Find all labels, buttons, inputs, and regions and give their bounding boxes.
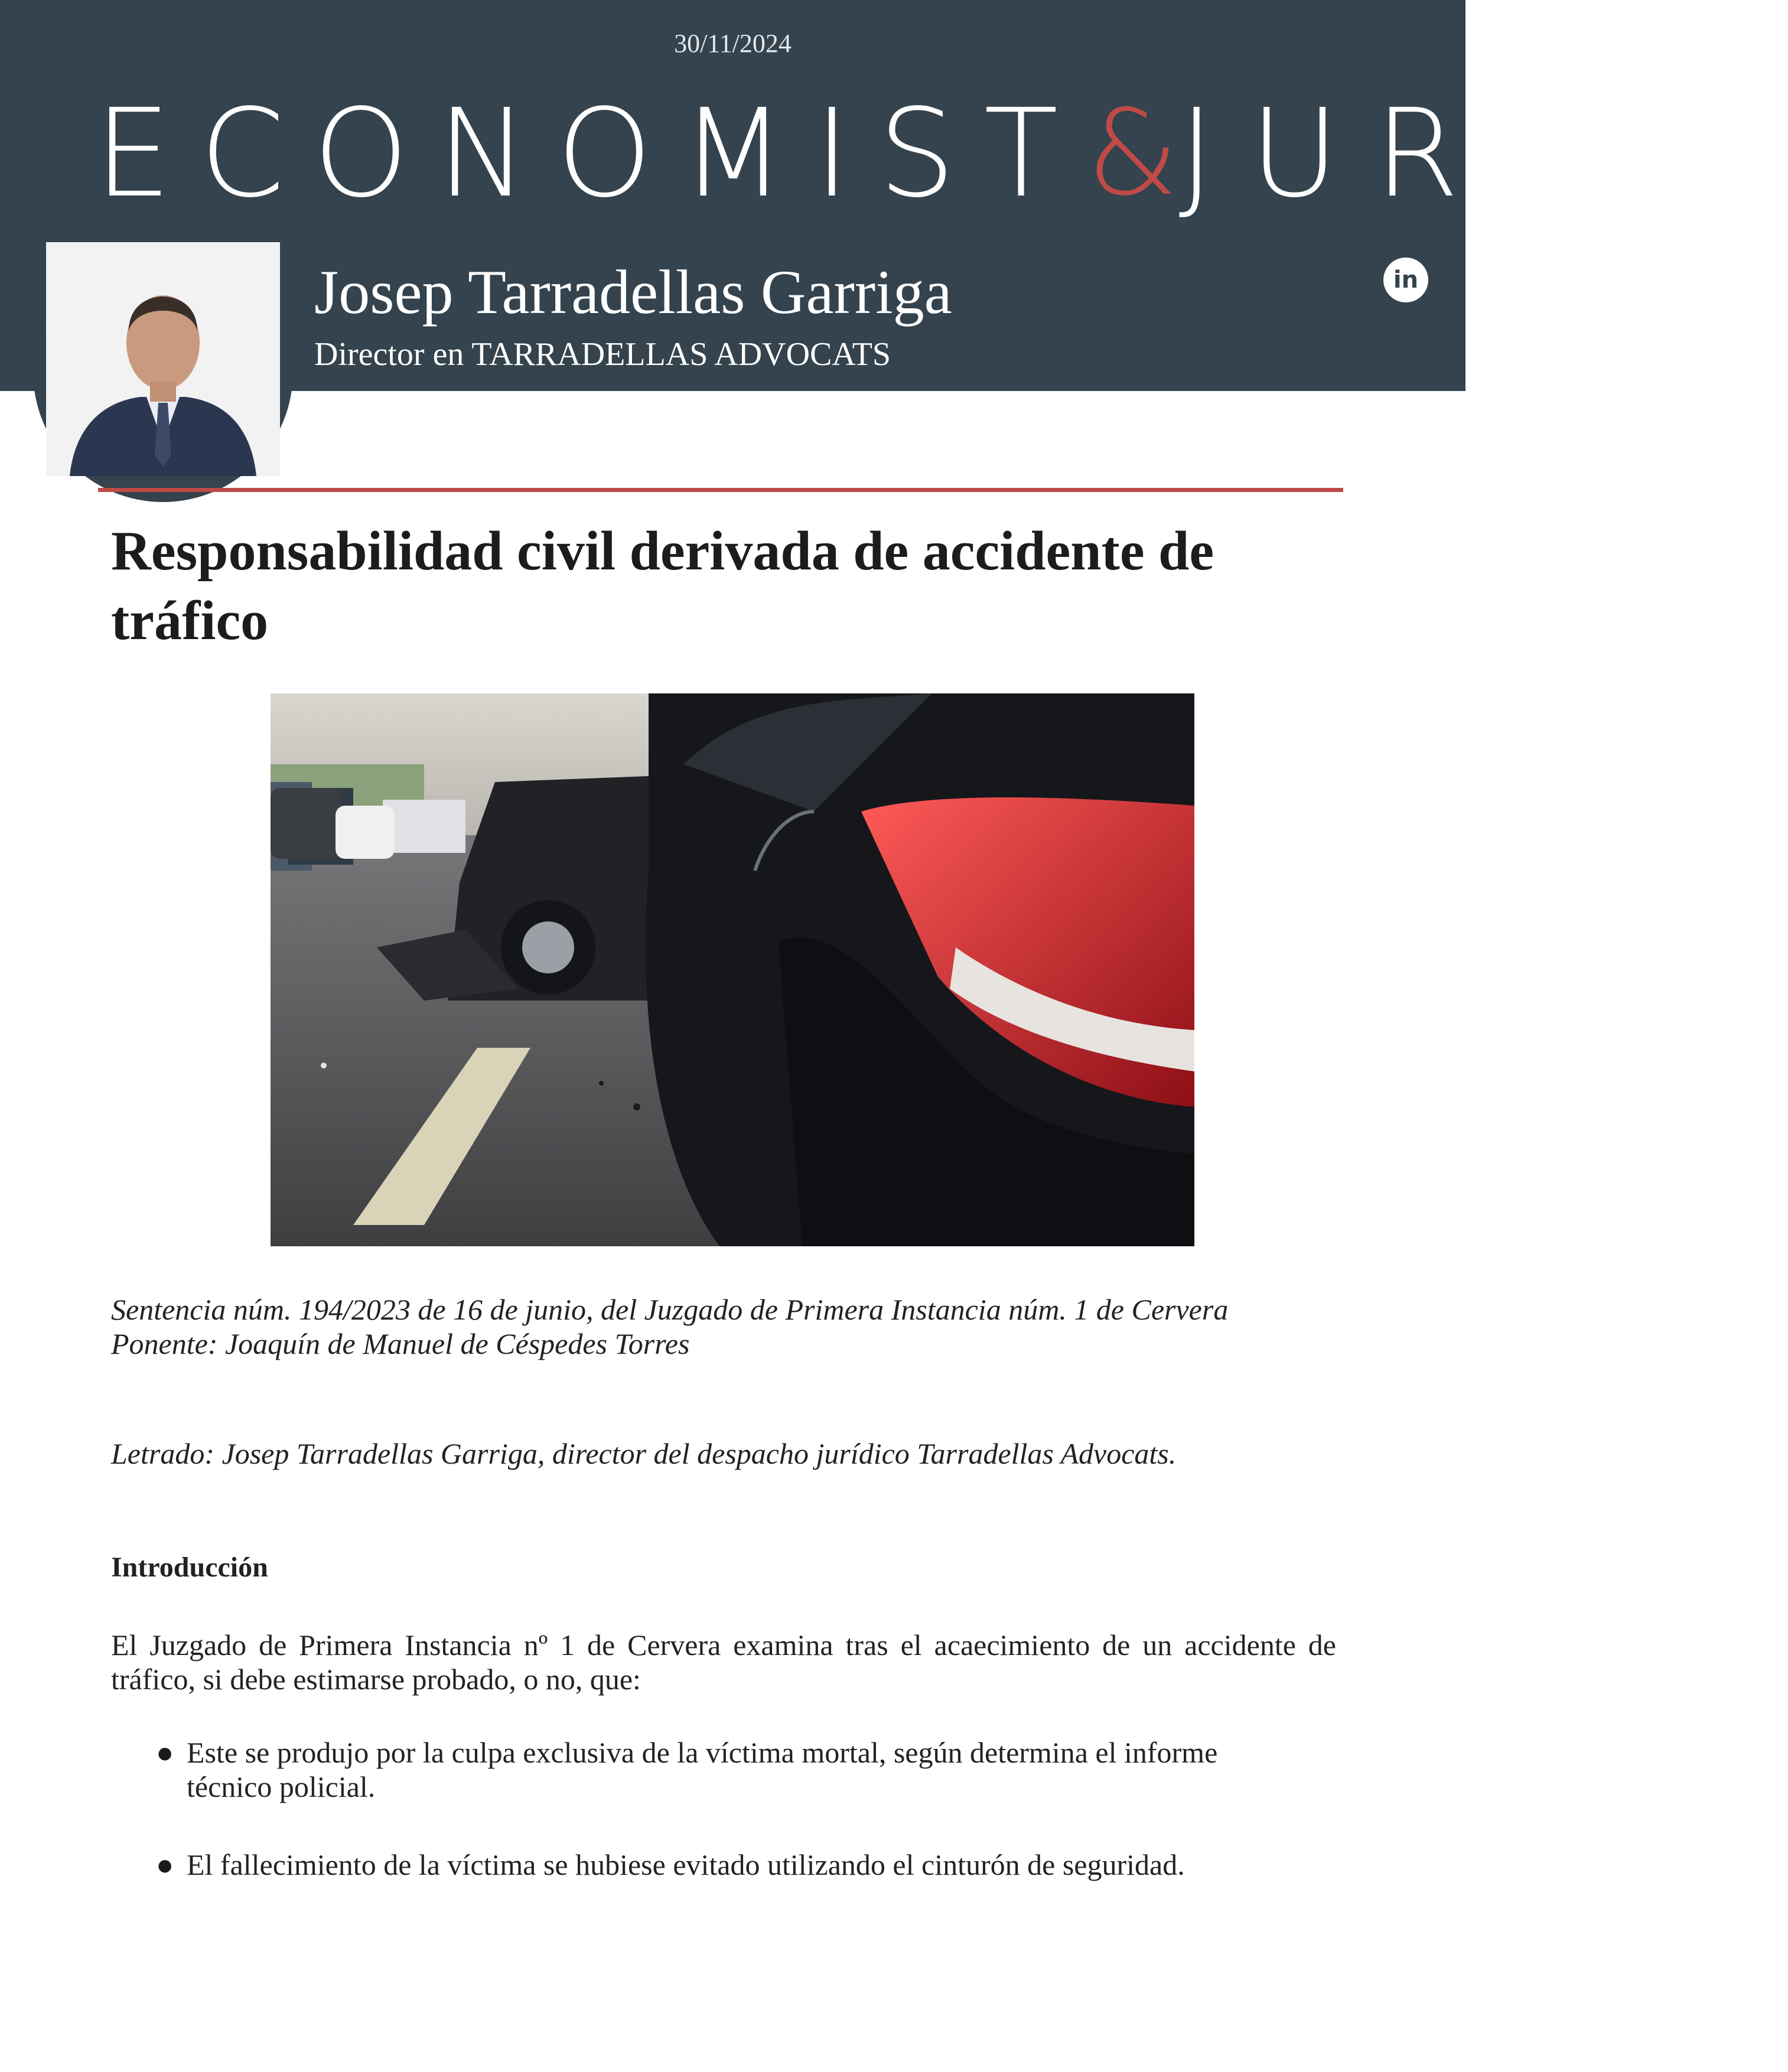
article-title: Responsabilidad civil derivada de accidente de tráfico: [111, 520, 1214, 651]
intro-paragraph: El Juzgado de Primera Instancia nº 1 de Cervera examina tras el acaecimiento de un accidente de tráfico, si debe estimarse probado, o no, que:: [111, 1628, 1336, 1696]
linkedin-icon[interactable]: in: [1383, 258, 1428, 302]
letrado-line: Letrado: Josep Tarradellas Garriga, director del despacho jurídico Tarradellas Advocats.: [111, 1437, 1177, 1470]
bullet-icon: ●: [156, 1736, 174, 1769]
site-logo[interactable]: [95, 83, 1788, 224]
logo-economist: ECONOMIST: [95, 83, 1087, 224]
list-item: Este se produjo por la culpa exclusiva de la víctima mortal, según determina el informe técnico policial.: [187, 1736, 1218, 1803]
publication-date: 30/11/2024: [674, 29, 792, 58]
logo-jurist: JURIST: [1178, 83, 1788, 224]
article-image: [271, 693, 1194, 1246]
list-item: El fallecimiento de la víctima se hubiese evitado utilizando el cinturón de seguridad.: [187, 1848, 1185, 1881]
author-name[interactable]: Josep Tarradellas Garriga: [314, 258, 952, 327]
title-divider: [98, 488, 1343, 492]
avatar: [33, 242, 293, 502]
ponente-line: Ponente: Joaquín de Manuel de Céspedes Torres: [111, 1327, 690, 1360]
author-role: Director en TARRADELLAS ADVOCATS: [314, 336, 891, 373]
bullet-icon: ●: [156, 1848, 174, 1881]
sentencia-line: Sentencia núm. 194/2023 de 16 de junio, del Juzgado de Primera Instancia núm. 1 de Cervera: [111, 1293, 1229, 1326]
logo-ampersand: &: [1086, 84, 1179, 222]
intro-heading: Introducción: [111, 1552, 268, 1583]
avatar-photo: [46, 242, 280, 476]
